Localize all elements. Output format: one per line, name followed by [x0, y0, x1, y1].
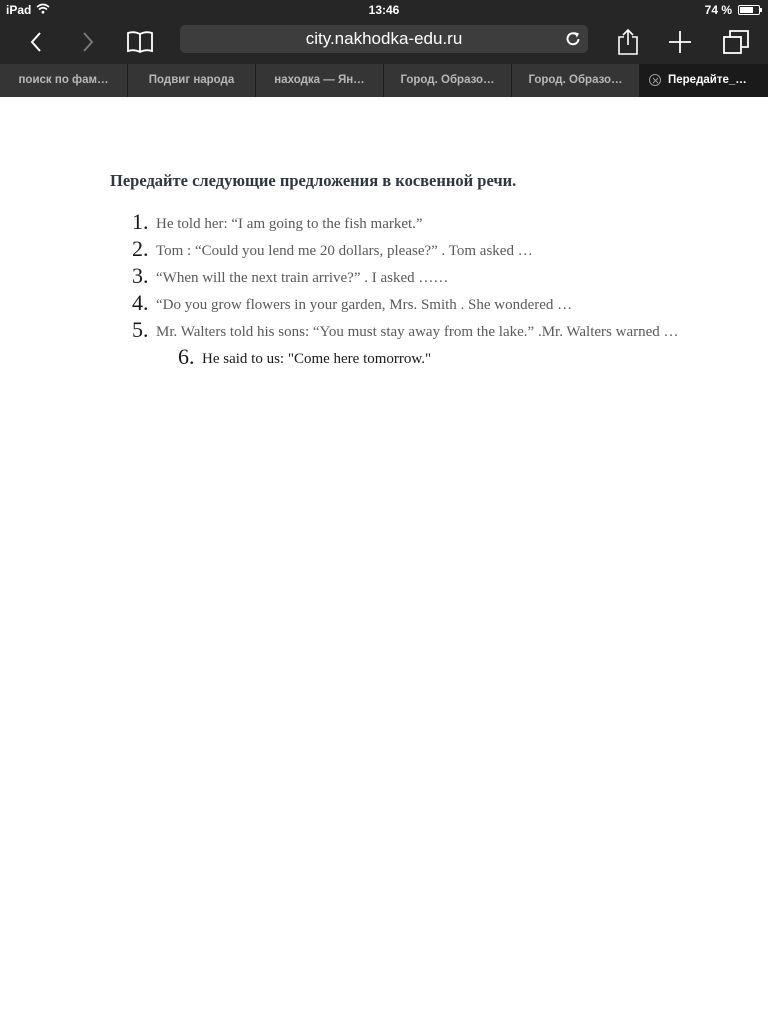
active-tab-label: Передайте_… [668, 74, 747, 86]
exercise-text: “When will the next train arrive?” . I asked …… [156, 270, 449, 286]
new-tab-button[interactable] [664, 20, 696, 64]
exercise-item [178, 344, 432, 369]
chevron-right-icon [81, 31, 95, 53]
forward-button[interactable] [74, 20, 102, 64]
exercise-item [132, 236, 533, 261]
bookmarks-button[interactable] [124, 20, 156, 64]
exercise-item [132, 317, 679, 342]
device-name: iPad [6, 3, 32, 17]
url-text: city.nakhodka-edu.ru [305, 29, 463, 48]
exercise-number: 6. [178, 344, 195, 369]
tab-bar [0, 64, 768, 97]
tab-1[interactable]: поиск по фам… [0, 64, 128, 97]
tab-3[interactable]: находка — Ян… [256, 64, 384, 97]
exercise-number: 3. [132, 263, 149, 288]
tab-5[interactable]: Город. Образо… [512, 64, 640, 97]
battery-percent: 74 % [704, 3, 732, 17]
share-button[interactable] [612, 20, 644, 64]
browser-toolbar [0, 20, 768, 64]
tab-2[interactable]: Подвиг народа [128, 64, 256, 97]
tabs-button[interactable] [720, 20, 752, 64]
status-time: 13:46 [368, 3, 400, 17]
reload-icon[interactable] [564, 30, 582, 48]
tab-active[interactable] [640, 64, 768, 97]
status-bar [0, 0, 768, 20]
exercise-item [132, 290, 573, 315]
plus-icon [668, 30, 692, 54]
exercise-text: “Do you grow flowers in your garden, Mrs. Smith . She wondered … [156, 297, 573, 313]
chevron-left-icon [29, 31, 43, 53]
exercise-number: 5. [132, 317, 149, 342]
share-icon [617, 28, 639, 56]
book-icon [126, 30, 154, 54]
exercise-number: 2. [132, 236, 149, 261]
close-tab-icon[interactable] [649, 74, 661, 86]
exercise-text: Mr. Walters told his sons: “You must stay away from the lake.” .Mr. Walters warned … [156, 324, 679, 340]
battery-icon [738, 5, 760, 15]
tab-4[interactable]: Город. Образо… [384, 64, 512, 97]
exercise-item [132, 209, 423, 234]
tabs-overview-icon [722, 29, 750, 55]
page-content [0, 97, 768, 1024]
exercise-text: He said to us: "Come here tomorrow." [202, 351, 432, 367]
exercise-number: 4. [132, 290, 149, 315]
exercise-number: 1. [132, 209, 149, 234]
url-bar[interactable] [180, 25, 588, 53]
back-button[interactable] [22, 20, 50, 64]
exercise-text: Tom : “Could you lend me 20 dollars, please?” . Tom asked … [156, 243, 533, 259]
page-heading: Передайте следующие предложения в косвенной речи. [110, 171, 517, 190]
exercise-text: He told her: “I am going to the fish market.” [156, 216, 423, 232]
exercise-item [132, 263, 449, 288]
status-right [705, 3, 760, 17]
